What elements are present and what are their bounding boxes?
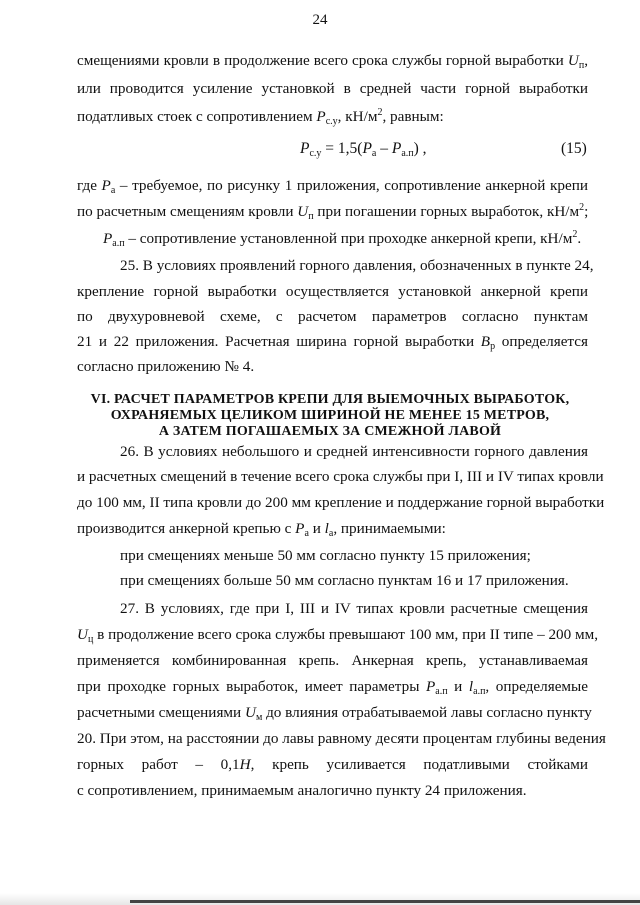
- paragraph-line: смещениями кровли в продолжение всего срока службы горной выработки $U_п$,: [77, 52, 588, 71]
- list-item: при смещениях больше 50 мм согласно пунктам 16 и 17 приложения.: [120, 572, 569, 589]
- paragraph-line: $P_{а.п}$ – сопротивление установленной при проходке анкерной крепи, $кН/м^2$.: [103, 229, 582, 249]
- paragraph-line: или проводится усиление установкой в средней части горной выработки: [77, 80, 588, 97]
- paragraph-line: 21 и 22 приложения. Расчетная ширина горной выработки $B_р$ определяется: [77, 333, 588, 352]
- paragraph-line: по расчетным смещениям кровли $U_п$ при погашении горных выработок, $кН/м^2$;: [77, 202, 589, 222]
- scan-edge-line: [130, 900, 640, 903]
- paragraph-line: 27. В условиях, где при I, III и IV типах кровли расчетные смещения: [120, 600, 588, 617]
- paragraph-line: и расчетных смещений в течение всего срока службы при I, III и IV типах кровли: [77, 468, 604, 485]
- paragraph-line: по двухуровневой схеме, с расчетом параметров согласно пунктам: [77, 308, 588, 325]
- paragraph-line: податливых стоек с сопротивлением $P_{с.у}$, $кН/м^2$, равным:: [77, 107, 444, 127]
- section-heading-line: ОХРАНЯЕМЫХ ЦЕЛИКОМ ШИРИНОЙ НЕ МЕНЕЕ 15 МЕТРОВ,: [110, 408, 550, 423]
- formula-number: (15): [561, 140, 587, 157]
- paragraph-line: $U_ц$ в продолжение всего срока службы превышают 100 мм, при II типе – 200 мм,: [77, 626, 599, 645]
- paragraph-line: где $P_а$ – требуемое, по рисунку 1 приложения, сопротивление анкерной крепи: [77, 177, 588, 196]
- paragraph-line: с сопротивлением, принимаемым аналогично пункту 24 приложения.: [77, 782, 527, 799]
- paragraph-line: 26. В условиях небольшого и средней интенсивности горного давления: [120, 443, 588, 460]
- paragraph-line: при проходке горных выработок, имеет параметры $P_{а.п}$ и $l_{а.п}$, определяемые: [77, 678, 588, 697]
- paragraph-line: крепление горной выработки осуществляется установкой анкерной крепи: [77, 283, 588, 300]
- formula-15: $P_{с.у} = 1,5(P_а - P_{а.п})$ ,: [300, 140, 427, 159]
- paragraph-line: 25. В условиях проявлений горного давления, обозначенных в пункте 24,: [120, 257, 594, 274]
- paragraph-line: 20. При этом, на расстоянии до лавы равному десяти процентам глубины ведения: [77, 730, 606, 747]
- paragraph-line: применяется комбинированная крепь. Анкерная крепь, устанавливаемая: [77, 652, 588, 669]
- paragraph-line: согласно приложению № 4.: [77, 358, 255, 375]
- paragraph-line: расчетными смещениями $U_м$ до влияния отрабатываемой лавы согласно пункту: [77, 704, 592, 723]
- section-heading-line: А ЗАТЕМ ПОГАШАЕМЫХ ЗА СМЕЖНОЙ ЛАВОЙ: [158, 424, 502, 439]
- paragraph-line: горных работ – 0,1H, крепь усиливается податливыми стойками: [77, 756, 589, 773]
- scan-shadow: [0, 893, 640, 905]
- section-heading-line: VI. РАСЧЕТ ПАРАМЕТРОВ КРЕПИ ДЛЯ ВЫЕМОЧНЫХ ВЫРАБОТОК,: [90, 392, 570, 407]
- paragraph-line: производится анкерной крепью с $P_а$ и $l_а$, принимаемыми:: [77, 520, 446, 539]
- paragraph-line: до 100 мм, II типа кровли до 200 мм крепление и поддержание горной выработки: [77, 494, 605, 511]
- list-item: при смещениях меньше 50 мм согласно пункту 15 приложения;: [120, 547, 531, 564]
- page-number: 24: [312, 12, 328, 28]
